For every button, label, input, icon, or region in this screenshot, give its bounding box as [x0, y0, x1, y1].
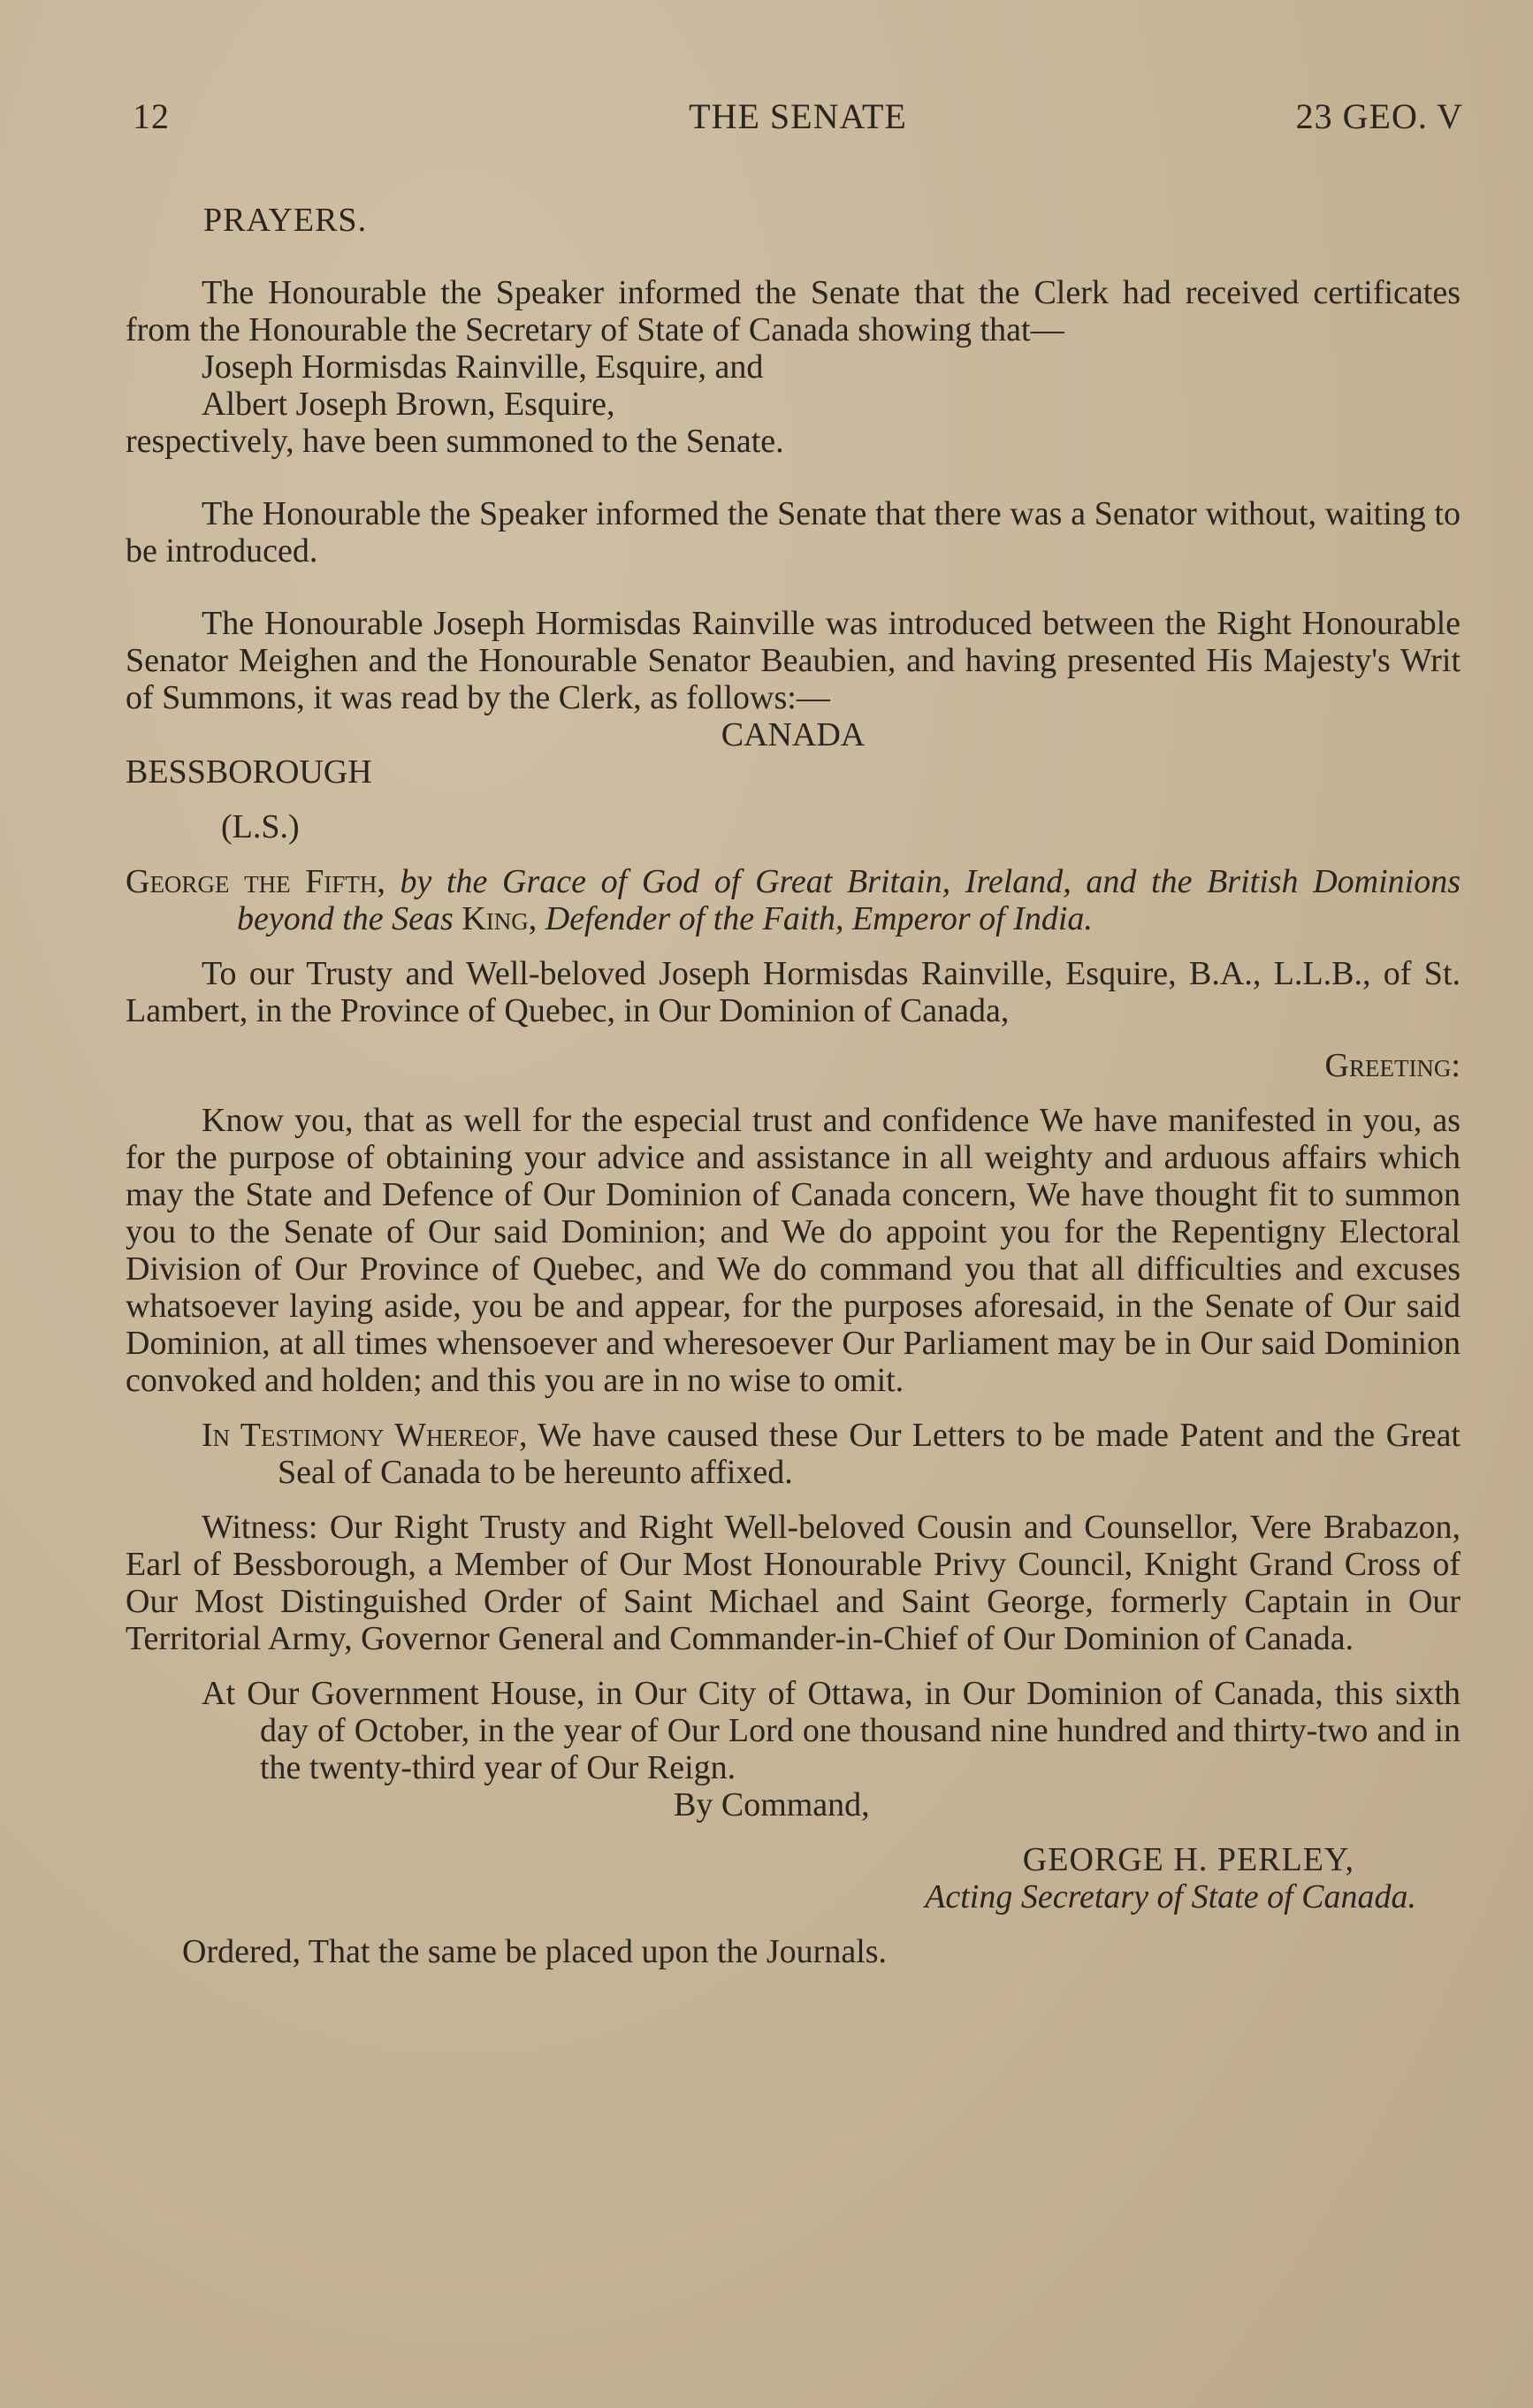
summoned-name-1: Joseph Hormisdas Rainville, Esquire, and	[202, 348, 764, 386]
sovereign-titles-end: Defender of the Faith, Emperor of India.	[537, 900, 1093, 937]
writ-witness: Witness: Our Right Trusty and Right Well-beloved Cousin and Counsellor, Vere Brabazon, Earl of Bessborough, a Member of Our Most Honourable Privy Council, Knight Grand Cross of Our Most Distinguished Order of Saint Michael and Saint George, formerly Captain in Our Territorial Army, Governor General and Commander-in-Chief of Our Dominion of Canada.	[126, 1509, 1461, 1657]
writ-sovereign-style	[126, 863, 1461, 937]
writ-seal: (L.S.)	[221, 808, 300, 845]
writ-by-command: By Command,	[674, 1786, 870, 1823]
testimony-lead: In Testimony Whereof,	[202, 1417, 528, 1454]
page-number: 12	[133, 96, 170, 136]
writ-signer: BESSBOROUGH	[126, 753, 372, 791]
sovereign-titles: by the Grace of God of Great Britain, Ireland, and the British Dominions beyond the Seas	[237, 863, 1461, 937]
writ-greeting: Greeting:	[1324, 1047, 1461, 1084]
writ-addressee: To our Trusty and Well-beloved Joseph Hormisdas Rainville, Esquire, B.A., L.L.B., of St. Lambert, in the Province of Quebec, in Our Dominion of Canada,	[126, 955, 1461, 1029]
testimony-text: We have caused these Our Letters to be made Patent and the Great Seal of Canada to be hereunto affixed.	[278, 1417, 1461, 1491]
writ-testimony	[126, 1417, 1461, 1491]
sovereign-name: George the Fifth,	[126, 863, 385, 900]
paragraph-certificates: The Honourable the Speaker informed the Senate that the Clerk had received certificates from the Honourable the Secretary of State of Canada showing that—	[126, 274, 1461, 348]
writ-country: CANADA	[721, 716, 866, 753]
paragraph-introduction: The Honourable Joseph Hormisdas Rainville was introduced between the Right Honourable Senator Meighen and the Honourable Senator Beaubien, and having presented His Majesty's Writ of Summons, it was read by the Clerk, as follows:—	[126, 605, 1461, 716]
writ-date-place: At Our Government House, in Our City of Ottawa, in Our Dominion of Canada, this sixth day of October, in the year of Our Lord one thousand nine hundred and thirty-two and in the twenty-third year of Our Reign.	[202, 1675, 1461, 1786]
running-title: THE SENATE	[689, 96, 907, 136]
page-body	[126, 202, 1461, 1970]
signatory-title: Acting Secretary of State of Canada.	[925, 1878, 1416, 1915]
writ-summons-text: Know you, that as well for the especial trust and confidence We have manifested in you, as for the purpose of obtaining your advice and assistance in all weighty and arduous affairs which may the State and Defence of Our Dominion of Canada concern, We have thought fit to summon you to the Senate of Our said Dominion; and We do appoint you for the Repentigny Electoral Division of Our Province of Quebec, and We do command you that all difficulties and excuses whatsoever laying aside, you be and appear, for the purposes aforesaid, in the Senate of Our said Dominion, at all times whensoever and wheresoever Our Parliament may be in Our said Dominion convoked and holden; and this you are in no wise to omit.	[126, 1102, 1461, 1399]
section-heading: PRAYERS.	[203, 202, 368, 239]
session-label: 23 GEO. V	[1295, 96, 1463, 136]
page-header	[133, 96, 1463, 140]
paragraph-certificates-end: respectively, have been summoned to the Senate.	[126, 423, 784, 460]
sovereign-king: King,	[461, 900, 538, 937]
paragraph-senator-waiting: The Honourable the Speaker informed the Senate that there was a Senator without, waiting to be introduced.	[126, 495, 1461, 570]
ordered-paragraph: Ordered, That the same be placed upon the Journals.	[182, 1933, 888, 1970]
signatory-name: GEORGE H. PERLEY,	[1022, 1841, 1354, 1878]
summoned-name-2: Albert Joseph Brown, Esquire,	[202, 386, 615, 423]
